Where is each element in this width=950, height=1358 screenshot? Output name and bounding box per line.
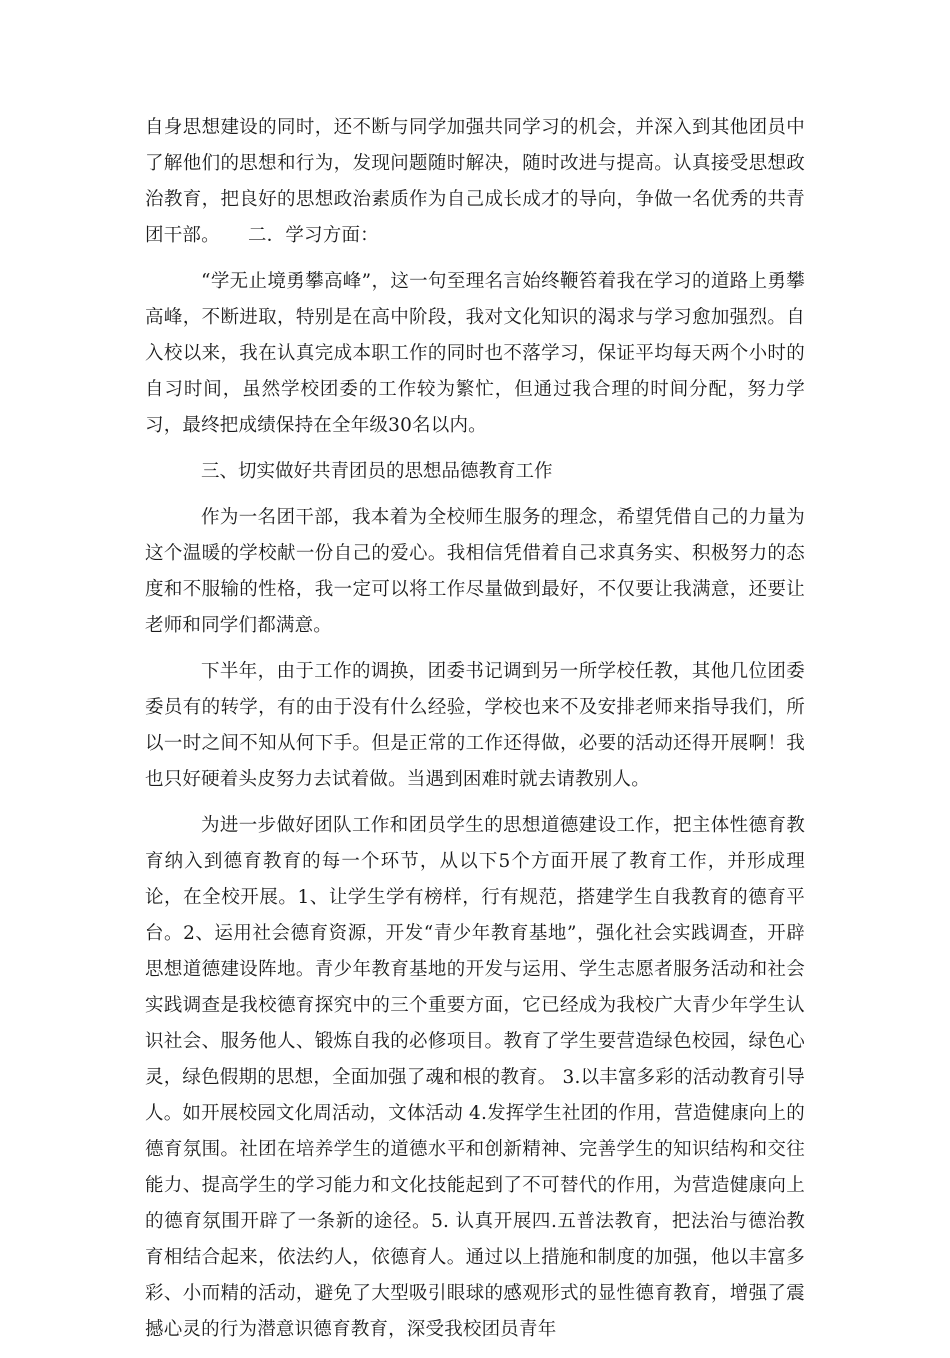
document-page xyxy=(145,110,805,1358)
paragraph-service: 作为一名团干部，我本着为全校师生服务的理念，希望凭借自己的力量为这个温暖的学校献一份自己的爱心。我相信凭借着自己求真务实、积极努力的态度和不服输的性格，我一定可以将工作尽量做到最好，不仅要让我满意，还要让老师和同学们都满意。 xyxy=(145,507,805,636)
paragraph-study: “学无止境勇攀高峰”，这一句至理名言始终鞭笞着我在学习的道路上勇攀高峰，不断进取，特别是在高中阶段，我对文化知识的渴求与学习愈加强烈。自入校以来，我在认真完成本职工作的同时也不落学习，保证平均每天两个小时的自习时间，虽然学校团委的工作较为繁忙，但通过我合理的时间分配，努力学习，最终把成绩保持在全年级30名以内。 xyxy=(145,271,805,436)
paragraph-continued: 自身思想建设的同时，还不断与同学加强共同学习的机会，并深入到其他团员中了解他们的思想和行为，发现问题随时解决，随时改进与提高。认真接受思想政治教育，把良好的思想政治素质作为自己成长成才的导向，争做一名优秀的共青团干部。 二．学习方面： xyxy=(145,117,805,246)
paragraph-moral-education: 为进一步做好团队工作和团员学生的思想道德建设工作，把主体性德育教育纳入到德育教育的每一个环节，从以下5个方面开展了教育工作，并形成理论，在全校开展。1、让学生学有榜样，行有规范，搭建学生自我教育的德育平台。2、运用社会德育资源，开发“青少年教育基地”，强化社会实践调查，开辟思想道德建设阵地。青少年教育基地的开发与运用、学生志愿者服务活动和社会实践调查是我校德育探究中的三个重要方面，它已经成为我校广大青少年学生认识社会、服务他人、锻炼自我的必修项目。教育了学生要营造绿色校园，绿色心灵，绿色假期的思想，全面加强了魂和根的教育。 3.以丰富多彩的活动教育引导人。如开展校园文化周活动，文体活动 4.发挥学生社团的作用，营造健康向上的德育氛围。社团在培养学生的道德水平和创新精神、完善学生的知识结构和交往能力、提高学生的学习能力和文化技能起到了不可替代的作用，为营造健康向上的德育氛围开辟了一条新的途径。5. 认真开展四.五普法教育，把法治与德治教育相结合起来，依法约人，依德育人。通过以上措施和制度的加强，他以丰富多彩、小而精的活动，避免了大型吸引眼球的感观形式的显性德育教育，增强了震撼心灵的行为潜意识德育教育，深受我校团员青年 xyxy=(145,815,805,1340)
section-heading-3: 三、切实做好共青团员的思想品德教育工作 xyxy=(201,461,553,482)
paragraph-second-half: 下半年，由于工作的调换，团委书记调到另一所学校任教，其他几位团委委员有的转学，有的由于没有什么经验，学校也来不及安排老师来指导我们，所以一时之间不知从何下手。但是正常的工作还得做，必要的活动还得开展啊！我也只好硬着头皮努力去试着做。当遇到困难时就去请教别人。 xyxy=(145,661,805,790)
